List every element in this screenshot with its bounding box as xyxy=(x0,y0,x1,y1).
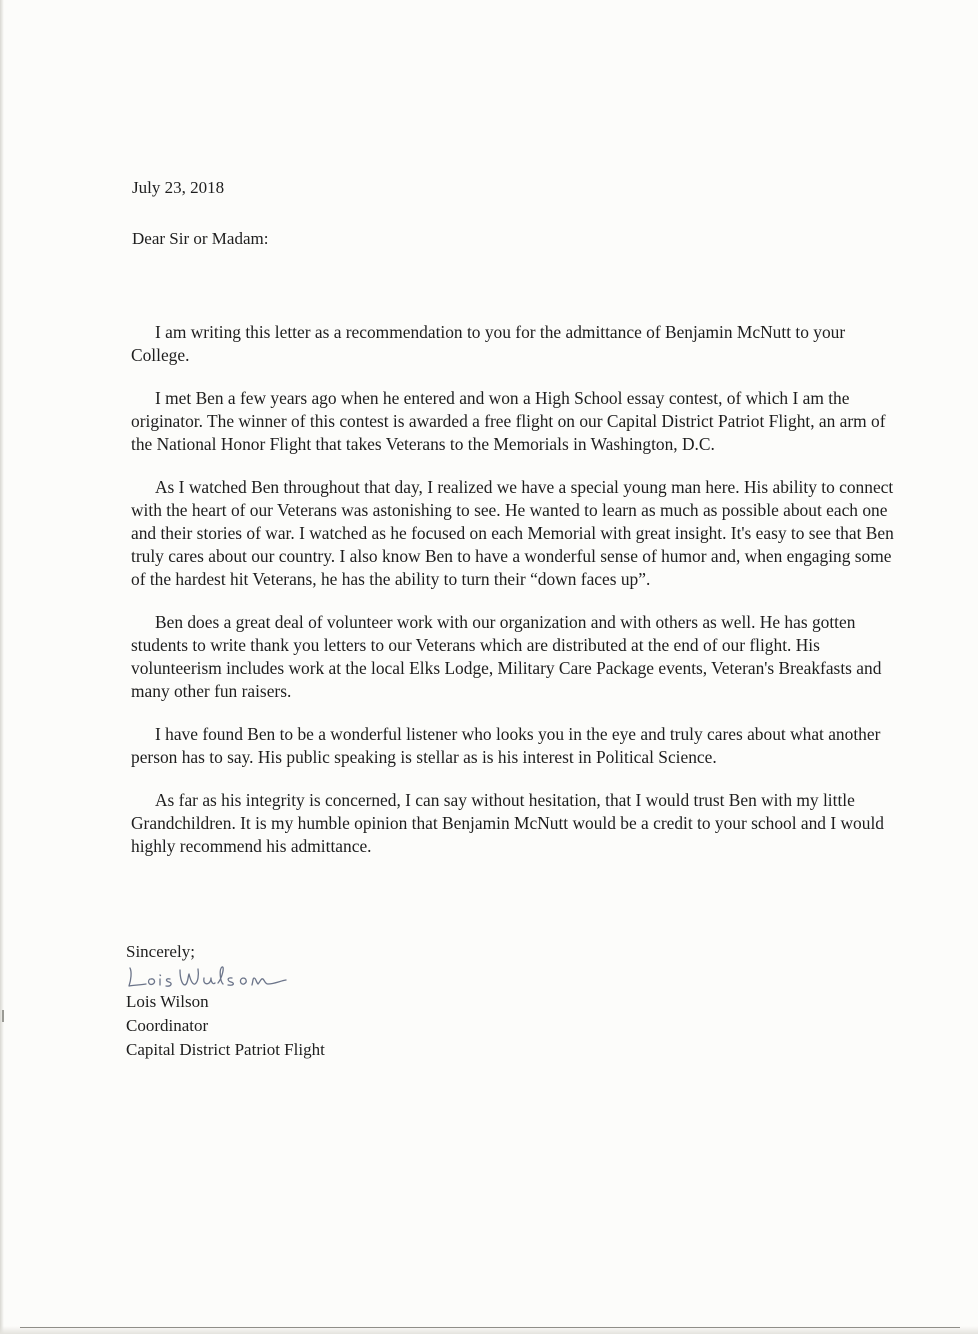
paragraph-5: I have found Ben to be a wonderful listener who looks you in the eye and truly cares about what another person has to say. His public speaking is stellar as is his interest in Political Science. xyxy=(131,724,881,767)
paragraph-4: Ben does a great deal of volunteer work with our organization and with others as well. He has gotten students to write thank you letters to our Veterans which are distributed at the end of our flight. His volunteerism includes work at the local Elks Lodge, Military Care Package events, Veteran's Breakfasts and many other fun raisers. xyxy=(131,612,882,701)
signer-organization: Capital District Patriot Flight xyxy=(126,1040,325,1059)
letter-salutation: Dear Sir or Madam: xyxy=(132,229,269,248)
scan-margin-mark xyxy=(2,1010,4,1022)
signer-title: Coordinator xyxy=(126,1016,209,1035)
paragraph-3: As I watched Ben throughout that day, I realized we have a special young man here. His ability to connect with the heart of our Veterans was astonishing to see. He wanted to learn as much as possible about each one and their stories of war. I watched as he focused on each Memorial with great insight. It's easy to see that Ben truly cares about our country. I also know Ben to have a wonderful sense of humor and, when engaging some of the hardest hit Veterans, he has the ability to turn their “down faces up”. xyxy=(131,477,894,589)
letter-closing: Sincerely; xyxy=(126,942,195,961)
letter-date: July 23, 2018 xyxy=(132,178,225,197)
signer-name: Lois Wilson xyxy=(126,992,209,1011)
handwritten-signature xyxy=(122,948,312,990)
paragraph-2: I met Ben a few years ago when he entered and won a High School essay contest, of which I am the originator. The winner of this contest is awarded a free flight on our Capital District Patriot Flight, an arm of the National Honor Flight that takes Veterans to the Memorials in Washington, D.C. xyxy=(131,388,886,454)
signer-block xyxy=(126,990,325,1062)
scan-left-edge xyxy=(0,0,4,1334)
scan-bottom-line xyxy=(20,1327,960,1328)
paragraph-6: As far as his integrity is concerned, I can say without hesitation, that I would trust Ben with my little Grandchildren. It is my humble opinion that Benjamin McNutt would be a credit to your school and I would highly recommend his admittance. xyxy=(131,790,884,856)
letter-body xyxy=(131,321,895,878)
paragraph-1: I am writing this letter as a recommendation to you for the admittance of Benjamin McNutt to your College. xyxy=(131,322,846,365)
